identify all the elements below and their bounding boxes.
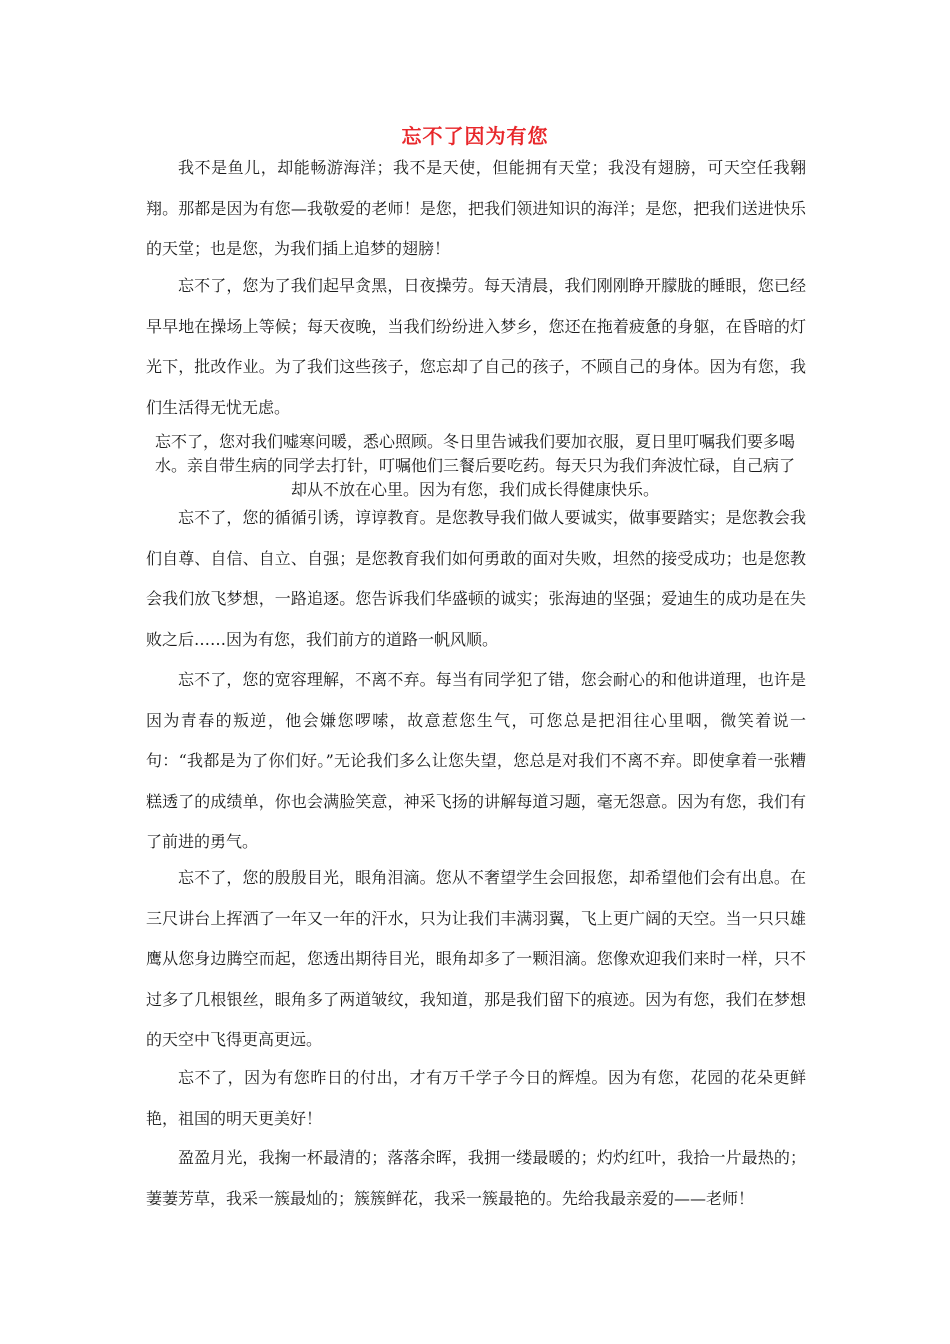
paragraph-7: 忘不了，因为有您昨日的付出，才有万千学子今日的辉煌。因为有您，花园的花朵更鲜艳，祖国的明天更美好！	[146, 1068, 806, 1128]
paragraph-8: 盈盈月光，我掬一杯最清的；落落余晖，我拥一缕最暖的；灼灼红叶，我拾一片最热的；萋萋芳草，我采一簇最灿的；簇簇鲜花，我采一簇最艳的。先给我最亲爱的——老师！	[146, 1148, 806, 1208]
paragraph-2: 忘不了，您为了我们起早贪黑，日夜操劳。每天清晨，我们刚刚睁开朦胧的睡眼，您已经早早地在操场上等候；每天夜晚，当我们纷纷进入梦乡，您还在拖着疲惫的身躯，在昏暗的灯光下，批改作业。为了我们这些孩子，您忘却了自己的孩子，不顾自己的身体。因为有您，我们生活得无忧无虑。	[146, 276, 806, 417]
paragraph-1: 我不是鱼儿，却能畅游海洋；我不是天使，但能拥有天堂；我没有翅膀，可天空任我翱翔。那都是因为有您—我敬爱的老师！是您，把我们领进知识的海洋；是您，把我们送进快乐的天堂；也是您，为我们插上追梦的翅膀！	[146, 158, 806, 258]
paragraph-3: 忘不了，您对我们嘘寒问暖，悉心照顾。冬日里告诫我们要加衣服，夏日里叮嘱我们要多喝水。亲自带生病的同学去打针，叮嘱他们三餐后要吃药。每天只为我们奔波忙碌，自己病了却从不放在心里。因为有您，我们成长得健康快乐。	[154, 432, 795, 499]
paragraph-6: 忘不了，您的殷殷目光，眼角泪滴。您从不奢望学生会回报您，却希望他们会有出息。在三尺讲台上挥洒了一年又一年的汗水，只为让我们丰满羽翼，飞上更广阔的天空。当一只只雄鹰从您身边腾空而起，您透出期待目光，眼角却多了一颗泪滴。您像欢迎我们来时一样，只不过多了几根银丝，眼角多了两道皱纹，我知道，那是我们留下的痕迹。因为有您，我们在梦想的天空中飞得更高更远。	[146, 868, 806, 1049]
paragraph-4: 忘不了，您的循循引诱，谆谆教育。是您教导我们做人要诚实，做事要踏实；是您教会我们自尊、自信、自立、自强；是您教育我们如何勇敢的面对失败，坦然的接受成功；也是您教会我们放飞梦想，一路追逐。您告诉我们华盛顿的诚实；张海迪的坚强；爱迪生的成功是在失败之后……因为有您，我们前方的道路一帆风顺。	[146, 508, 806, 649]
paragraph-5: 忘不了，您的宽容理解，不离不弃。每当有同学犯了错，您会耐心的和他讲道理，也许是因为青春的叛逆，他会嫌您啰嗦，故意惹您生气，可您总是把泪往心里咽，微笑着说一句：“我都是为了你们好。”无论我们多么让您失望，您总是对我们不离不弃。即使拿着一张糟糕透了的成绩单，你也会满脸笑意，神采飞扬的讲解每道习题，毫无怨意。因为有您，我们有了前进的勇气。	[146, 670, 806, 851]
document-title: 忘不了因为有您	[401, 124, 549, 148]
